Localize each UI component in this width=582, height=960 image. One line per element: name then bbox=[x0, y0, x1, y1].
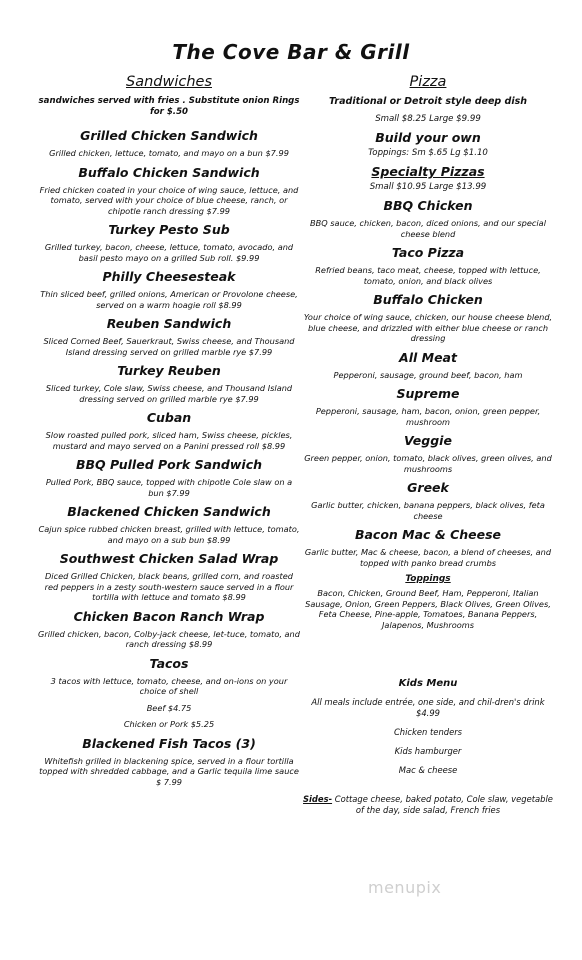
item-name: Philly Cheesesteak bbox=[102, 269, 236, 284]
menu-item bbox=[38, 128, 300, 159]
item-desc: Fried chicken coated in your choice of wing sauce, lettuce, and tomato, served with your choice of blue cheese, ranch, or chipotle ranch dressing $7.99 bbox=[39, 184, 299, 216]
menu-item bbox=[38, 363, 300, 404]
menu-item bbox=[38, 410, 300, 451]
item-desc: Grilled chicken, lettuce, tomato, and mayo on a bun $7.99 bbox=[49, 148, 289, 158]
item-desc: Refried beans, taco meat, cheese, topped with lettuce, tomato, onion, and black olives bbox=[315, 265, 541, 286]
item-name: Buffalo Chicken Sandwich bbox=[78, 164, 260, 180]
item-desc: Grilled turkey, bacon, cheese, lettuce, tomato, avocado, and basil pesto mayo on a grilled Sub roll. $9.99 bbox=[44, 242, 294, 263]
item-desc: BBQ sauce, chicken, bacon, diced onions, and our special cheese blend bbox=[310, 218, 546, 239]
kids-item: Chicken tenders bbox=[393, 727, 463, 737]
kids-item: Mac & cheese bbox=[398, 765, 458, 775]
tacos-chicken-pork-price: Chicken or Pork $5.25 bbox=[123, 719, 215, 729]
item-name: Reuben Sandwich bbox=[106, 316, 232, 331]
tacos-beef-price: Beef $4.75 bbox=[146, 702, 192, 713]
item-desc: Thin sliced beef, grilled onions, American or Provolone cheese, served on a warm hoagie roll $8.99 bbox=[40, 289, 298, 310]
kids-menu-note: All meals include entrée, one side, and chil-dren's drink $4.99 bbox=[311, 697, 545, 718]
item-name: Cuban bbox=[146, 410, 192, 425]
watermark-logo: menupix bbox=[368, 878, 442, 897]
item-desc: Diced Grilled Chicken, black beans, grilled corn, and roasted red peppers in a zesty south-western sauce served in a flour tortilla with lettuce and tomato $8.99 bbox=[44, 571, 294, 602]
sides-label: Sides- bbox=[303, 794, 333, 804]
item-desc: Pulled Pork, BBQ sauce, topped with chipotle Cole slaw on a bun $7.99 bbox=[45, 477, 293, 498]
item-name: Supreme bbox=[396, 386, 460, 401]
item-name: Chicken Bacon Ranch Wrap bbox=[73, 608, 265, 624]
item-desc: Whitefish grilled in blackening spice, served in a flour tortilla topped with shredded cabbage, and a Garlic tequila lime sauce $ 7.99 bbox=[39, 755, 299, 787]
item-name: Taco Pizza bbox=[391, 245, 465, 260]
item-name: Tacos bbox=[149, 655, 189, 671]
item-name: Greek bbox=[407, 480, 449, 495]
item-name: Blackened Chicken Sandwich bbox=[67, 504, 271, 519]
pizza-style: Traditional or Detroit style deep dish bbox=[328, 96, 528, 107]
item-name: Turkey Pesto Sub bbox=[108, 222, 230, 237]
item-desc: Sliced turkey, Cole slaw, Swiss cheese, and Thousand Island dressing served on grilled marble rye $7.99 bbox=[45, 383, 293, 404]
pizza-item bbox=[302, 480, 554, 521]
menu-item bbox=[38, 222, 300, 263]
item-name: Southwest Chicken Salad Wrap bbox=[59, 551, 279, 566]
item-name: Bacon Mac & Cheese bbox=[354, 527, 502, 542]
specialty-pizzas-heading: Specialty Pizzas bbox=[371, 164, 485, 179]
specialty-prices: Small $10.95 Large $13.99 bbox=[369, 182, 487, 192]
restaurant-title: The Cove Bar & Grill bbox=[172, 40, 410, 64]
sides-text bbox=[302, 794, 554, 816]
sandwiches-note: sandwiches served with fries . Substitute onion Rings for $.50 bbox=[38, 96, 300, 117]
menu-item bbox=[38, 551, 300, 603]
menu-item bbox=[38, 457, 300, 498]
item-desc: Pepperoni, sausage, ham, bacon, onion, green pepper, mushroom bbox=[315, 406, 541, 427]
menu-item bbox=[38, 609, 300, 650]
item-name: Buffalo Chicken bbox=[373, 292, 483, 307]
pizza-item bbox=[302, 386, 554, 427]
item-desc: Slow roasted pulled pork, sliced ham, Swiss cheese, pickles, mustard and mayo served on a Panini pressed roll $8.99 bbox=[45, 430, 293, 451]
pizza-item bbox=[302, 198, 554, 239]
sandwiches-column bbox=[38, 74, 300, 793]
item-desc: Your choice of wing sauce, chicken, our house cheese blend, blue cheese, and drizzled with either blue cheese or ranch dressing bbox=[303, 312, 553, 343]
tacos-item bbox=[38, 656, 300, 730]
pizza-item bbox=[302, 245, 554, 286]
item-name: Blackened Fish Tacos (3) bbox=[82, 735, 256, 751]
item-desc: Garlic butter, Mac & cheese, bacon, a blend of cheeses, and topped with panko bread crumbs bbox=[304, 547, 552, 568]
item-name: Grilled Chicken Sandwich bbox=[80, 128, 258, 143]
item-desc: 3 tacos with lettuce, tomato, cheese, and on-ions on your choice of shell bbox=[50, 675, 288, 696]
pizza-column bbox=[302, 74, 554, 816]
kids-item: Kids hamburger bbox=[394, 746, 462, 756]
sandwiches-heading: Sandwiches bbox=[125, 74, 212, 90]
item-name: Turkey Reuben bbox=[117, 363, 221, 378]
menu-item bbox=[38, 316, 300, 357]
pizza-item bbox=[302, 527, 554, 568]
menu-item bbox=[38, 269, 300, 310]
item-name: BBQ Pulled Pork Sandwich bbox=[76, 457, 262, 472]
menu-item bbox=[38, 504, 300, 545]
item-name: All Meat bbox=[399, 349, 457, 365]
menu-item bbox=[38, 736, 300, 788]
item-desc: Garlic butter, chicken, banana peppers, black olives, feta cheese bbox=[311, 500, 545, 521]
item-desc: Grilled chicken, bacon, Colby-jack cheese, let-tuce, tomato, and ranch dressing $8.99 bbox=[38, 628, 300, 649]
item-desc: Cajun spice rubbed chicken breast, grilled with lettuce, tomato, and mayo on a sub bun $8.99 bbox=[38, 524, 300, 545]
sides-list: Cottage cheese, baked potato, Cole slaw, vegetable of the day, side salad, French fries bbox=[332, 794, 553, 815]
item-name: Veggie bbox=[404, 433, 452, 448]
item-name: BBQ Chicken bbox=[383, 198, 473, 213]
pizza-item bbox=[302, 350, 554, 381]
pizza-item bbox=[302, 433, 554, 474]
pizza-sizes: Small $8.25 Large $9.99 bbox=[375, 114, 481, 124]
toppings-list: Bacon, Chicken, Ground Beef, Ham, Pepperoni, Italian Sausage, Onion, Green Peppers, Black Olives, Green Olives, Feta Cheese, Pine-apple, Tomatoes, Banana Peppers, Jalapenos, Mushrooms bbox=[305, 588, 551, 630]
item-desc: Sliced Corned Beef, Sauerkraut, Swiss cheese, and Thousand Island dressing served on grilled marble rye $7.99 bbox=[43, 336, 295, 357]
item-desc: Green pepper, onion, tomato, black olives, green olives, and mushrooms bbox=[304, 453, 552, 474]
toppings-heading: Toppings bbox=[405, 574, 451, 584]
menu-item bbox=[38, 165, 300, 217]
pizza-item bbox=[302, 292, 554, 344]
kids-menu-heading: Kids Menu bbox=[398, 678, 458, 689]
pizza-heading: Pizza bbox=[409, 74, 447, 90]
item-desc: Pepperoni, sausage, ground beef, bacon, ham bbox=[333, 369, 523, 380]
build-your-own-heading: Build your own bbox=[375, 130, 481, 145]
build-toppings-price: Toppings: Sm $.65 Lg $1.10 bbox=[368, 148, 488, 158]
